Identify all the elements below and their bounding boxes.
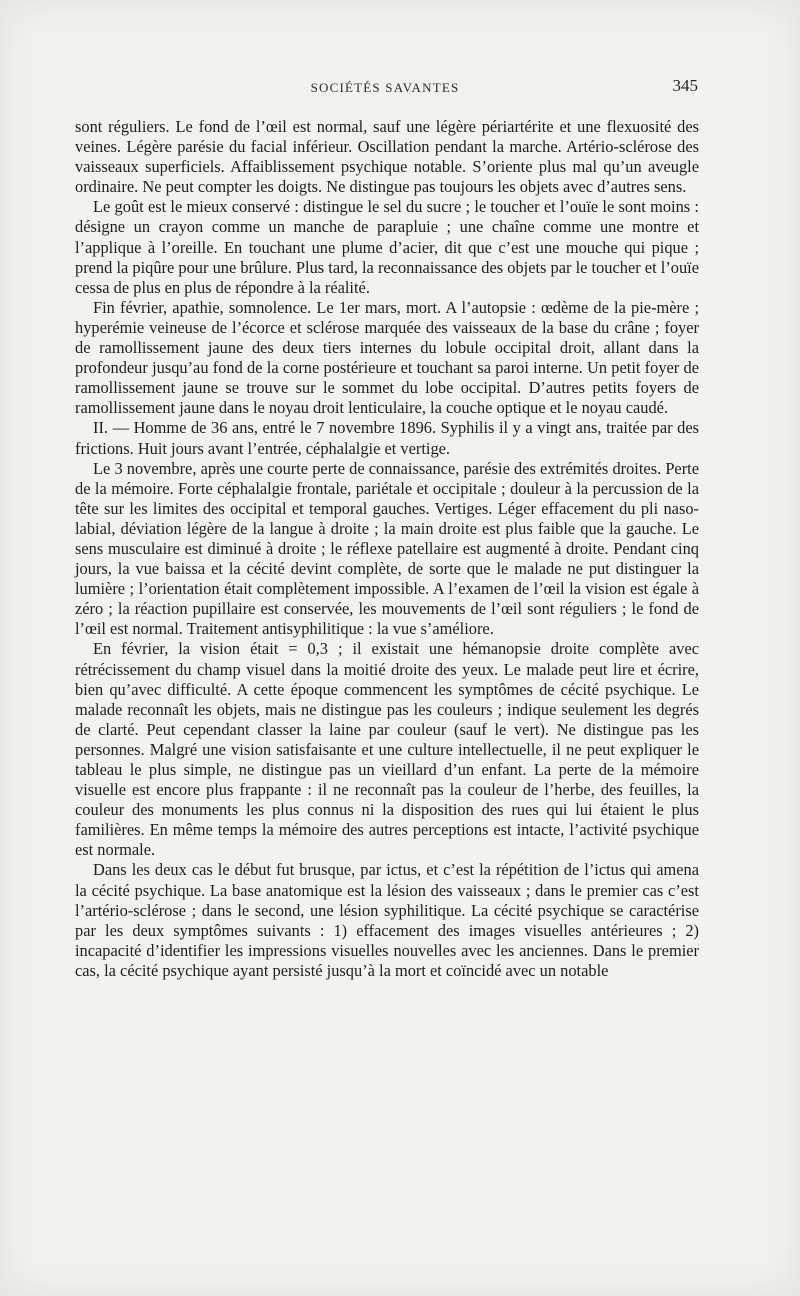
body-text (75, 117, 699, 981)
paragraph: Le goût est le mieux conservé : distingue le sel du sucre ; le toucher et l’ouïe le sont moins : désigne un crayon comme un manche de parapluie ; une chaîne comme une montre et l’applique à l’oreille. En touchant une plume d’acier, dit que c’est une mouche qui pique ; prend la piqûre pour une brûlure. Plus tard, la reconnaissance des objets par le toucher et l’ouïe cessa de plus en plus de répondre à la réalité. (75, 197, 699, 297)
running-head: SOCIÉTÉS SAVANTES (310, 80, 460, 95)
paragraph: En février, la vision était = 0,3 ; il existait une hémanopsie droite complète avec rétrécissement du champ visuel dans la moitié droite des yeux. Le malade peut lire et écrire, bien qu’avec difficulté. A cette époque commencent les symptômes de cécité psychique. Le malade reconnaît les objets, mais ne distingue pas les couleurs ; indique seulement les degrés de clarté. Peut cependant classer la laine par couleur (sauf le vert). Ne distingue pas les personnes. Malgré une vision satisfaisante et une culture intellectuelle, il ne peut expliquer le tableau le plus simple, ne distingue pas un vieillard d’un enfant. La perte de la mémoire visuelle est encore plus frappante : il ne reconnaît pas la couleur de l’herbe, des feuilles, la couleur des monuments les plus connus ni la disposition des rues qui lui étaient le plus familières. En même temps la mémoire des autres perceptions est intacte, l’activité psychique est normale. (75, 639, 699, 860)
paragraph: sont réguliers. Le fond de l’œil est normal, sauf une légère périartérite et une flexuosité des veines. Légère parésie du facial inférieur. Oscillation pendant la marche. Artério-sclérose des vaisseaux superficiels. Affaiblissement psychique notable. S’oriente plus mal qu’un aveugle ordinaire. Ne peut compter les doigts. Ne distingue pas toujours les objets avec d’autres sens. (75, 117, 699, 197)
paragraph: Fin février, apathie, somnolence. Le 1er mars, mort. A l’autopsie : œdème de la pie-mère ; hyperémie veineuse de l’écorce et sclérose marquée des vaisseaux de la base du crâne ; foyer de ramollissement jaune des deux tiers internes du lobule occipital droit, allant dans la profondeur jusqu’au fond de la corne postérieure et touchant sa paroi interne. Un petit foyer de ramollissement jaune se trouve sur le sommet du lobe occipital. D’autres petits foyers de ramollissement jaune dans le noyau droit lenticulaire, la couche optique et le noyau caudé. (75, 297, 699, 418)
paragraph: Dans les deux cas le début fut brusque, par ictus, et c’est la répétition de l’ictus qui amena la cécité psychique. La base anatomique est la lésion des vaisseaux ; dans le premier cas c’est l’artério-sclérose ; dans le second, une lésion syphilitique. La cécité psychique se caractérise par les deux symptômes suivants : 1) effacement des images visuelles antérieures ; 2) incapacité d’identifier les impressions visuelles nouvelles avec les anciennes. Dans le premier cas, la cécité psychique ayant persisté jusqu’à la mort et coïncidé avec un notable (75, 860, 699, 980)
page-header (70, 76, 700, 100)
paragraph: II. — Homme de 36 ans, entré le 7 novembre 1896. Syphilis il y a vingt ans, traitée par des frictions. Huit jours avant l’entrée, céphalalgie et vertige. (75, 418, 699, 458)
page-number: 345 (672, 76, 698, 95)
paragraph: Le 3 novembre, après une courte perte de connaissance, parésie des extrémités droites. Perte de la mémoire. Forte céphalalgie frontale, pariétale et occipitale ; douleur à la percussion de la tête sur les limites des occipital et temporal gauches. Vertiges. Léger effacement du pli naso-labial, déviation légère de la langue à droite ; la main droite est plus faible que la gauche. Le sens musculaire est diminué à droite ; le réflexe patellaire est augmenté à droite. Pendant cinq jours, la vue baissa et la cécité devint complète, de sorte que le malade ne put distinguer la lumière ; l’orientation était complètement impossible. A l’examen de l’œil la vision est égale à zéro ; la réaction pupillaire est conservée, les mouvements de l’œil sont réguliers ; le fond de l’œil est normal. Traitement antisyphilitique : la vue s’améliore. (75, 458, 699, 639)
